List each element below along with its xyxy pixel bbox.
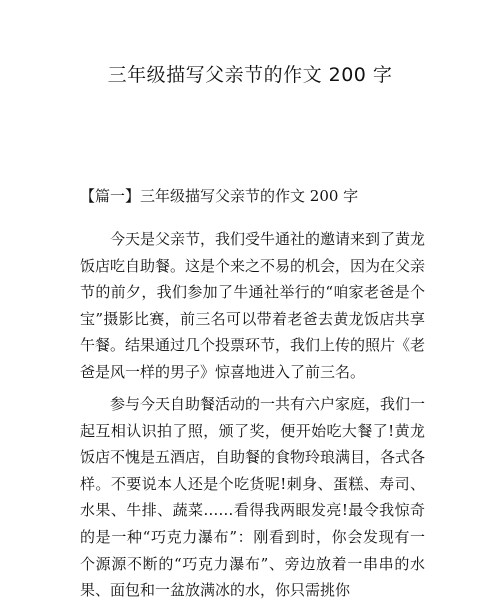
paragraph-2: 参与今天自助餐活动的一共有六户家庭，我们一起互相认识拍了照，颁了奖，便开始吃大餐了!黄龙饭店不愧是五酒店，自助餐的食物玲琅满目，各式各样。不要说本人还是个吃货呢!刺身、蛋糕、寿司、水果、牛排、蔬菜……看得我两眼发亮!最令我惊奇的是一种“巧克力瀑布”：刚看到时，你会发现有一个源源不断的“巧克力瀑布”、旁边放着一串串的水果、面包和一盆放满冰的水，你只需挑你 [80,395,426,600]
document-title: 三年级描写父亲节的作文 200 字 [107,64,393,86]
section-heading: 【篇一】三年级描写父亲节的作文 200 字 [80,187,359,205]
paragraph-1: 今天是父亲节，我们受牛通社的邀请来到了黄龙饭店吃自助餐。这是个来之不易的机会，因为在父亲节的前夕，我们参加了牛通社举行的“咱家老爸是个宝”摄影比赛，前三名可以带着老爸去黄龙饭店共享午餐。结果通过几个投票环节，我们上传的照片《老爸是风一样的男子》惊喜地进入了前三名。 [80,230,426,381]
